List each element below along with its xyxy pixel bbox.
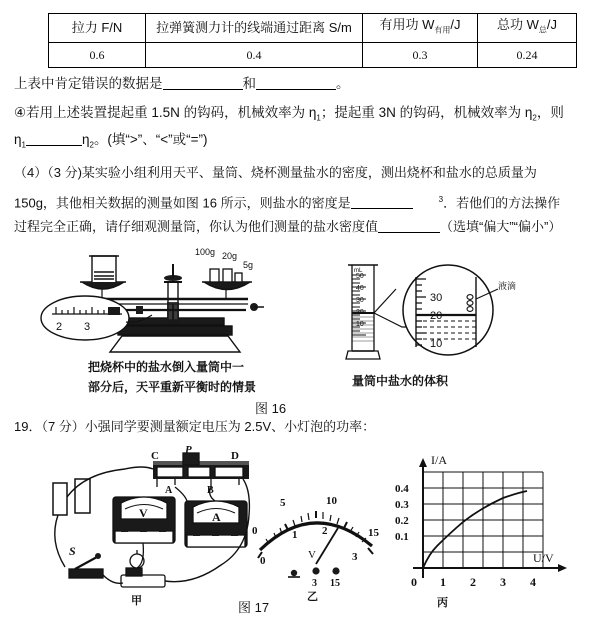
graph-grid	[423, 472, 543, 568]
y-tick-01: 0.1	[395, 531, 409, 543]
iv-graph-drawing	[385, 450, 585, 595]
table-cell-distance-value: 0.4	[146, 42, 363, 67]
voltmeter-symbol: V	[139, 506, 148, 520]
q4-line3-prefix: 过程完全正确，请仔细观测量筒，你认为他们测量的盐水密度值	[14, 219, 379, 234]
table-header-cell-distance: 拉弹簧测力计的线端通过距离 S/m	[146, 14, 363, 43]
ruler-tick-3: 3	[84, 321, 91, 333]
eta-subscript-2: 2	[532, 113, 537, 123]
y-tick-02: 0.2	[395, 515, 409, 527]
voltmeter-dial-drawing	[252, 478, 382, 598]
circuit-label-A: A	[165, 485, 173, 496]
ruler-tick-2: 2	[56, 321, 63, 333]
circuit-label-D: D	[231, 450, 239, 462]
table-cell-total-work-value: 0.24	[478, 42, 577, 67]
table-cell-useful-work-value: 0.3	[363, 42, 478, 67]
switch-symbol: S	[69, 544, 76, 558]
weight-label-20g: 20g	[222, 251, 238, 261]
answer-blank-2[interactable]	[256, 89, 336, 90]
data-table-wrapper	[48, 13, 556, 68]
efficiency-part3: ，则	[536, 105, 564, 120]
eta-symbol-2: η	[81, 132, 90, 147]
dial-outer-tick-5: 5	[280, 497, 286, 509]
x-tick-3: 3	[500, 575, 506, 589]
zoom-tick-10: 10	[430, 338, 443, 350]
dial-inner-tick-1: 1	[292, 529, 298, 541]
x-axis-label: U/V	[533, 551, 554, 565]
cylinder-tick-40: 40	[356, 285, 364, 292]
table-header-cell-total-work: 总功 $W_总/J$	[478, 14, 577, 43]
graph-sub-label: 丙	[437, 597, 448, 609]
question-line-efficiency	[14, 103, 564, 129]
table-header-cell-useful-work: 有用功 $W_{有用}/J$	[363, 14, 478, 43]
circuit-label-B: B	[207, 485, 214, 496]
weight-label-100g: 100g	[195, 247, 216, 257]
weight-label-5g: 5g	[243, 260, 254, 270]
terminal-label-15: 15	[330, 578, 340, 589]
answer-blank-density[interactable]	[351, 208, 413, 209]
voltmeter-dial-figure	[252, 478, 382, 598]
dial-inner-tick-3: 3	[352, 551, 358, 563]
dial-outer-tick-10: 10	[326, 495, 337, 507]
measuring-cylinder-drawing	[330, 255, 535, 365]
balance-scale-drawing	[40, 252, 300, 362]
density-unit-superscript: 3	[438, 195, 444, 204]
circuit-photo-figure	[25, 445, 280, 595]
cylinder-tick-50: 50	[356, 273, 364, 280]
dial-outer-tick-15: 15	[368, 527, 379, 539]
zoom-tick-30: 30	[430, 292, 443, 304]
iv-graph-figure	[385, 450, 585, 595]
circuit-drawing	[25, 445, 280, 595]
measuring-cylinder-figure	[330, 255, 535, 365]
efficiency-part2: ；提起重 3N 的钩码，机械效率为 η	[320, 105, 533, 120]
circuit-sub-label: 甲	[131, 595, 142, 607]
balance-caption-line-1: 把烧杯中的盐水倒入量筒中一	[88, 360, 245, 374]
answer-blank-bias[interactable]	[378, 232, 440, 233]
y-tick-03: 0.3	[395, 499, 409, 511]
question-line-compare	[14, 130, 208, 156]
eta-symbol-1: η	[14, 132, 22, 147]
q4-line2-suffix: ．若他们的方法操作	[443, 195, 561, 211]
question-4-line-2	[14, 190, 560, 213]
cylinder-tick-20: 20	[356, 309, 364, 316]
circuit-label-P: P	[185, 445, 192, 456]
circuit-label-C: C	[151, 450, 159, 462]
x-tick-0: 0	[411, 575, 417, 589]
table-value-row	[49, 42, 577, 67]
eta-subscript-1: 1	[316, 113, 321, 123]
q4-line2-prefix: 150g，其他相关数据的测量如图 16 所示，则盐水的密度是	[14, 195, 351, 211]
question-4-line-1: （4）（3 分)某实验小组利用天平、量筒、烧杯测量盐水的密度，测出烧杯和盐水的总质量为	[14, 165, 537, 180]
x-axis-arrow	[558, 564, 567, 572]
table-header-row	[49, 14, 577, 43]
question-19-text: 19．（7 分）小强同学要测量额定电压为 2.5V、小灯泡的功率：	[14, 419, 376, 434]
x-tick-2: 2	[470, 575, 476, 589]
droplet-label: 液滴	[498, 281, 517, 291]
cylinder-caption: 量筒中盐水的体积	[352, 374, 449, 388]
wrong-data-mid: 和	[242, 76, 256, 91]
x-tick-1: 1	[440, 575, 446, 589]
cylinder-unit-label: mL	[354, 268, 363, 274]
ammeter-symbol: A	[212, 510, 221, 524]
zoom-tick-20: 20	[430, 310, 443, 322]
balance-caption-line-2: 部分后，天平重新平衡时的情景	[88, 380, 257, 394]
figure-16-label: 图 16	[255, 401, 287, 416]
subscript-total: 总	[538, 25, 547, 35]
experiment-data-table	[48, 13, 577, 68]
y-tick-04: 0.4	[395, 483, 409, 495]
dial-inner-tick-2: 2	[322, 525, 328, 537]
table-cell-force-value: 0.6	[49, 42, 146, 67]
terminal-label-3: 3	[312, 578, 317, 589]
eta-compare-sub-2: 2	[89, 140, 94, 150]
meter-sub-label: 乙	[307, 591, 318, 603]
q4-line3-suffix: （选填“偏大”“偏小”）	[440, 219, 562, 234]
question-4-line-3	[14, 217, 561, 237]
cylinder-tick-10: 10	[356, 321, 364, 328]
dial-outer-tick-0-top: 0	[252, 525, 258, 537]
wrong-data-post: 。	[336, 76, 350, 91]
compare-hint: 。(填“>”、“<”或“=”)	[93, 132, 208, 147]
efficiency-part1: ④若用上述装置提起重 1.5N 的钩码，机械效率为 η	[14, 105, 317, 120]
dial-symbol-V: V	[308, 549, 316, 561]
y-axis-arrow	[419, 458, 427, 467]
wrong-data-prefix: 上表中肯定错误的数据是	[14, 76, 163, 91]
y-axis-label: I/A	[431, 453, 447, 467]
x-tick-4: 4	[530, 575, 536, 589]
dial-inner-tick-0: 0	[260, 555, 266, 567]
eta-compare-sub-1: 1	[21, 140, 26, 150]
table-header-cell-force: 拉力 F/N	[49, 14, 146, 43]
answer-blank-1[interactable]	[163, 89, 243, 90]
answer-blank-compare[interactable]	[26, 145, 82, 146]
figure-17-label: 图 17	[238, 600, 270, 615]
iv-curve	[423, 491, 527, 568]
balance-scale-figure	[40, 247, 300, 362]
question-line-wrong-data	[14, 74, 350, 94]
subscript-useful: 有用	[434, 25, 451, 35]
cylinder-tick-30: 30	[356, 297, 364, 304]
